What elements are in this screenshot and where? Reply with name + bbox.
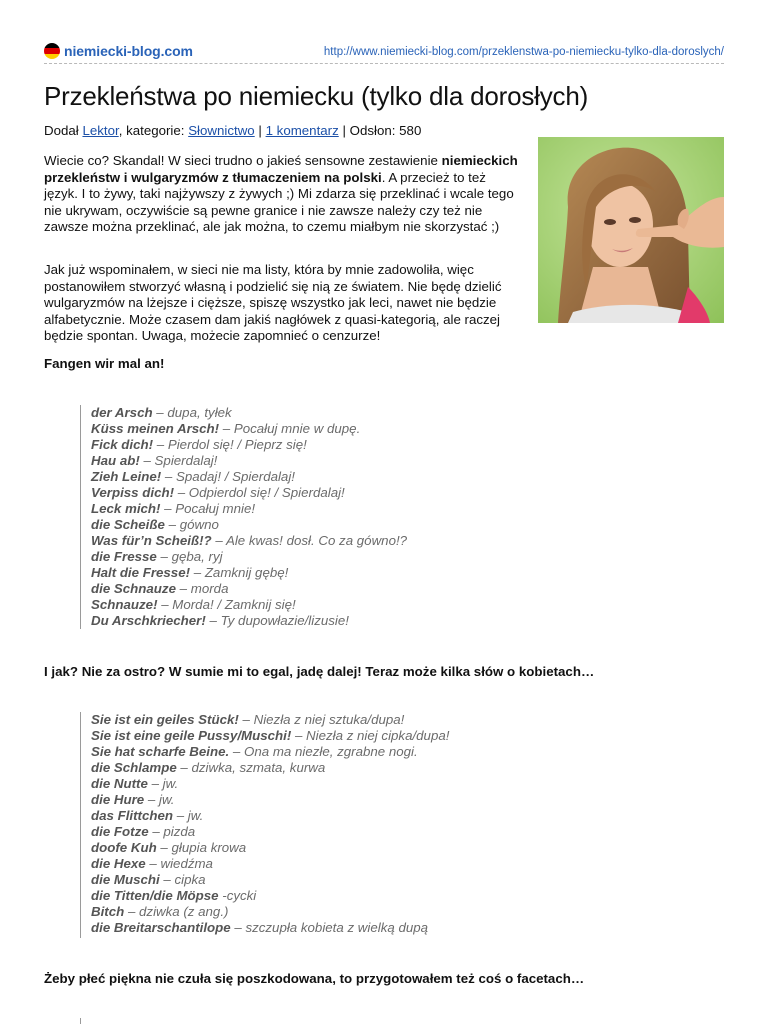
list-item: [91, 597, 407, 613]
polish-translation: – Morda! / Zamknij się!: [157, 597, 296, 612]
post-photo: [538, 137, 724, 323]
polish-translation: – jw.: [173, 808, 204, 823]
views-count: 580: [399, 123, 422, 138]
polish-translation: – Spadaj! / Spierdalaj!: [161, 469, 295, 484]
german-term: Hau ab!: [91, 453, 140, 468]
list-item: [91, 856, 449, 872]
polish-translation: – Niezła z niej sztuka/dupa!: [238, 712, 405, 727]
polish-translation: – Spierdalaj!: [139, 453, 218, 468]
polish-translation: – gówno: [164, 517, 219, 532]
list-item: [91, 808, 449, 824]
vocab-list-men: [80, 1018, 91, 1024]
german-term: doofe Kuh: [91, 840, 157, 855]
list-item: [91, 824, 449, 840]
header-divider: [44, 63, 724, 64]
list-item: [91, 549, 407, 565]
german-term: Bitch: [91, 904, 125, 919]
polish-translation: – Niezła z niej cipka/dupa!: [291, 728, 450, 743]
german-flag-icon: [44, 43, 60, 59]
polish-translation: – szczupła kobieta z wielką dupą: [230, 920, 429, 935]
polish-translation: – jw.: [144, 792, 175, 807]
list-item: [91, 501, 407, 517]
polish-translation: – wiedźma: [145, 856, 213, 871]
list-item: [91, 760, 449, 776]
polish-translation: – gęba, ryj: [156, 549, 223, 564]
page-url-link[interactable]: http://www.niemiecki-blog.com/przeklenstwa-po-niemiecku-tylko-dla-doroslych/: [323, 46, 724, 58]
german-term: Fick dich!: [91, 437, 154, 452]
list-item: [91, 581, 407, 597]
german-term: der Arsch: [91, 405, 153, 420]
german-term: Schnauze!: [91, 597, 158, 612]
polish-translation: – cipka: [159, 872, 206, 887]
list-item: [91, 888, 449, 904]
german-term: Verpiss dich!: [91, 485, 175, 500]
intro-text-c: . A przecież to też język. I to żywy, taki najżywszy z żywych ;) Mi zdarza się przeklinać i wcale tego nie ukrywam, oczywiście są pewne granice i nie zawsze należy czy też nie zawsze można przeklinać, ale jak można, to czemu miałbym nie skorzystać ;): [44, 169, 514, 234]
vocab-list-general: [80, 405, 407, 629]
polish-translation: – Pierdol się! / Pieprz się!: [153, 437, 307, 452]
german-term: Küss meinen Arsch!: [91, 421, 220, 436]
german-term: die Nutte: [91, 776, 148, 791]
site-brand[interactable]: [44, 43, 193, 59]
german-term: Sie ist eine geile Pussy/Muschi!: [91, 728, 292, 743]
german-term: die Scheiße: [91, 517, 165, 532]
section-heading-women: I jak? Nie za ostro? W sumie mi to egal, jadę dalej! Teraz może kilka słów o kobietach…: [44, 664, 595, 679]
german-term: Was für’n Scheiß!?: [91, 533, 212, 548]
meta-separator: |: [342, 123, 346, 138]
intro-text-bold: niemieckich przekleństw i wulgaryzmów z tłumaczeniem na polski: [44, 153, 518, 185]
section-heading-men: Żeby płeć piękna nie czuła się poszkodowana, to przygotowałem też coś o facetach…: [44, 971, 585, 986]
polish-translation: -cycki: [218, 888, 257, 903]
added-by-label: Dodał: [44, 123, 79, 138]
polish-translation: – morda: [175, 581, 229, 596]
polish-translation: – Pocałuj mnie w dupę.: [219, 421, 361, 436]
site-name[interactable]: niemiecki-blog.com: [64, 43, 193, 59]
list-item: [91, 744, 449, 760]
list-item: [91, 872, 449, 888]
list-item: [91, 613, 407, 629]
polish-translation: – Ale kwas! dosł. Co za gówno!?: [211, 533, 408, 548]
views-label: Odsłon:: [349, 123, 396, 138]
category-label: , kategorie:: [118, 123, 185, 138]
flag-stripe-gold: [44, 54, 60, 59]
german-term: Sie hat scharfe Beine.: [91, 744, 230, 759]
german-term: die Breitarschantilope: [91, 920, 231, 935]
polish-translation: – dupa, tyłek: [152, 405, 232, 420]
german-term: Du Arschkriecher!: [91, 613, 206, 628]
german-term: die Schnauze: [91, 581, 176, 596]
category-link[interactable]: Słownictwo: [188, 123, 255, 138]
list-item: [91, 469, 407, 485]
german-term: Sie ist ein geiles Stück!: [91, 712, 239, 727]
german-term: die Fotze: [91, 824, 149, 839]
intro-paragraph: [44, 153, 519, 236]
polish-translation: – głupia krowa: [156, 840, 247, 855]
meta-separator: |: [258, 123, 262, 138]
german-term: Zieh Leine!: [91, 469, 162, 484]
intro-text-a: Wiecie co? Skandal! W sieci trudno o jakieś sensowne zestawienie: [44, 153, 442, 168]
list-item: [91, 533, 407, 549]
list-item: [91, 421, 407, 437]
list-item: [91, 712, 449, 728]
second-paragraph: Jak już wspominałem, w sieci nie ma listy, która by mnie zadowoliła, więc postanowiłem stworzyć własną i podzielić się nią ze światem. Nie będę dzielić wulgaryzmów na lżejsze i cięższe, spiszę wszystko jak leci, nawet nie będzie alfabetycznie. Może czasem dam jakiś nagłówek z quasi-kategorią, ale raczej będzie spontan. Uwaga, możecie zapomnieć o cenzurze!: [44, 262, 502, 343]
german-term: die Muschi: [91, 872, 160, 887]
german-term: das Flittchen: [91, 808, 174, 823]
post-meta: [44, 123, 421, 138]
polish-translation: – dziwka, szmata, kurwa: [176, 760, 326, 775]
polish-translation: – Pocałuj mnie!: [160, 501, 256, 516]
list-item: [91, 485, 407, 501]
polish-translation: – dziwka (z ang.): [124, 904, 229, 919]
polish-translation: – Ty dupowłazie/lizusie!: [205, 613, 349, 628]
list-item: [91, 453, 407, 469]
german-term: Halt die Fresse!: [91, 565, 191, 580]
german-term: die Schlampe: [91, 760, 177, 775]
polish-translation: – Zamknij gębę!: [190, 565, 289, 580]
list-item: [91, 776, 449, 792]
list-item: [91, 904, 449, 920]
german-term: die Fresse: [91, 549, 157, 564]
polish-translation: – jw.: [147, 776, 179, 791]
author-link[interactable]: Lektor: [82, 123, 119, 138]
vocab-list-women: [80, 712, 449, 938]
german-term: Leck mich!: [91, 501, 161, 516]
polish-translation: – pizda: [148, 824, 196, 839]
list-item: [91, 792, 449, 808]
german-term: die Hure: [91, 792, 145, 807]
post-title: Przekleństwa po niemiecku (tylko dla dorosłych): [44, 81, 589, 111]
list-item: [91, 437, 407, 453]
list-item: [91, 405, 407, 421]
list-item: [91, 565, 407, 581]
list-item: [91, 840, 449, 856]
comments-link[interactable]: 1 komentarz: [265, 123, 339, 138]
german-term: die Hexe: [91, 856, 146, 871]
german-term: die Titten/die Möpse: [91, 888, 219, 903]
section-heading-start: Fangen wir mal an!: [44, 356, 165, 371]
polish-translation: – Odpierdol się! / Spierdalaj!: [174, 485, 345, 500]
list-item: [91, 517, 407, 533]
list-item: [91, 920, 449, 936]
list-item: [91, 728, 449, 744]
polish-translation: – Ona ma niezłe, zgrabne nogi.: [229, 744, 418, 759]
